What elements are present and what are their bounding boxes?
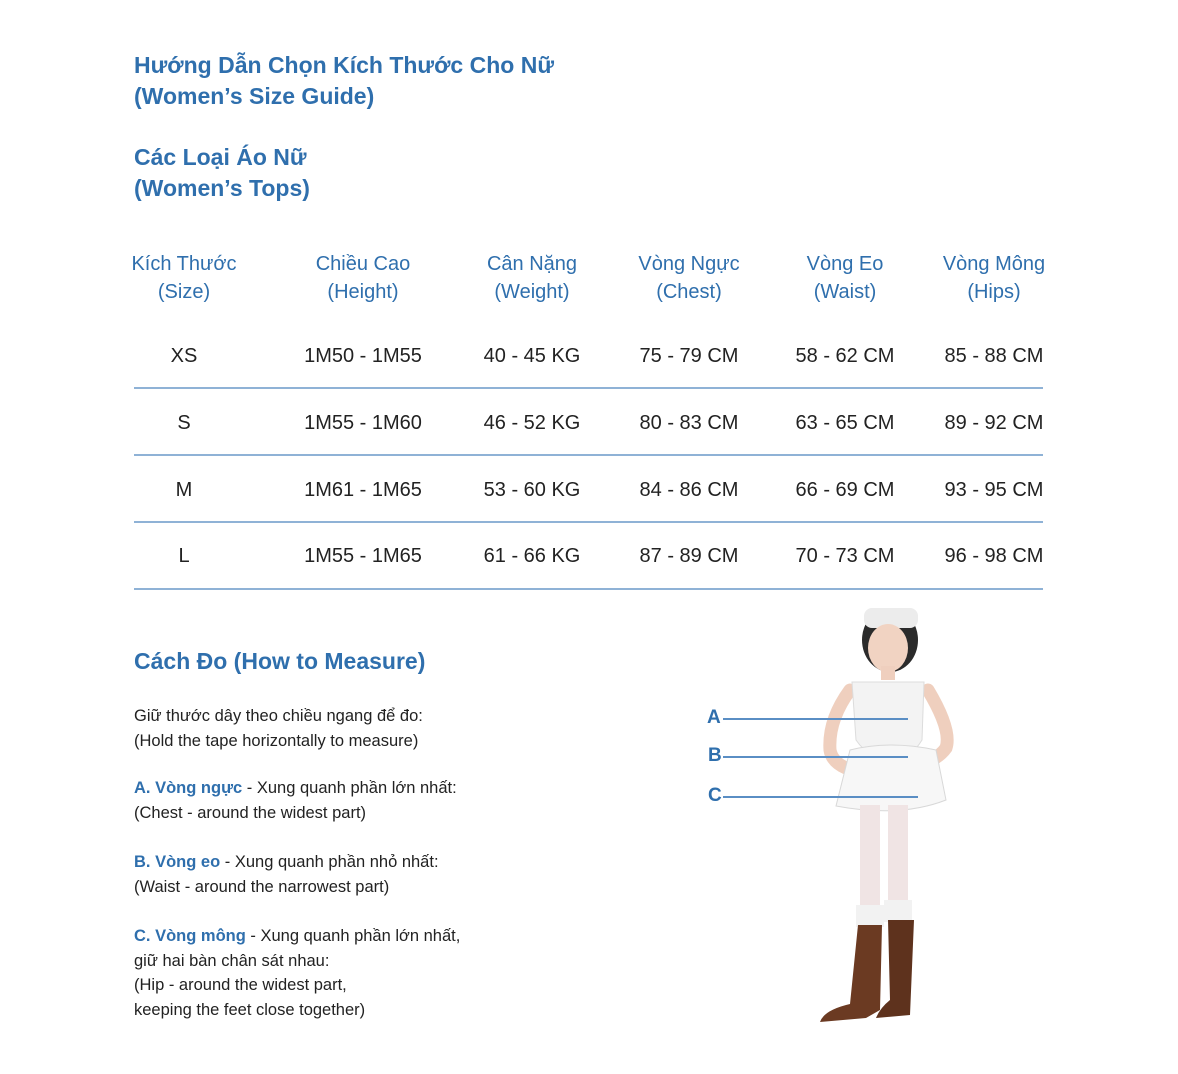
marker-a-line xyxy=(723,718,908,720)
marker-b: B xyxy=(708,745,722,766)
measure-waist-text: B. Vòng eo - Xung quanh phần nhỏ nhất: (Waist - around the narrowest part) xyxy=(134,853,439,896)
marker-c-line xyxy=(723,796,918,798)
table-row xyxy=(114,403,1064,469)
measure-chest-text: A. Vòng ngực - Xung quanh phần lớn nhất: (Chest - around the widest part) xyxy=(134,779,457,822)
cell-waist: 58 - 62 CM xyxy=(795,345,895,367)
cell-chest: 87 - 89 CM xyxy=(639,545,739,567)
model-illustration xyxy=(700,600,1000,1040)
cell-height: 1M55 - 1M60 xyxy=(304,412,422,434)
cell-hips: 96 - 98 CM xyxy=(944,545,1044,567)
table-row xyxy=(114,336,1064,402)
cell-size: M xyxy=(175,479,193,501)
label-waist: B. Vòng eo xyxy=(134,853,221,871)
cell-height: 1M61 - 1M65 xyxy=(304,479,422,501)
cell-hips: 93 - 95 CM xyxy=(944,479,1044,501)
row-divider xyxy=(134,387,1043,389)
cell-weight: 46 - 52 KG xyxy=(483,412,581,434)
cell-chest: 84 - 86 CM xyxy=(639,479,739,501)
cell-weight: 61 - 66 KG xyxy=(483,545,581,567)
cell-height: 1M55 - 1M65 xyxy=(304,545,422,567)
header-size: Kích Thước (Size) xyxy=(131,253,237,303)
title-en: (Women’s Size Guide) xyxy=(134,83,375,109)
cell-size: XS xyxy=(170,345,198,367)
table-row xyxy=(114,536,1064,602)
cell-size: L xyxy=(178,545,190,567)
intro-text: Giữ thước dây theo chiều ngang để đo: (Hold the tape horizontally to measure) xyxy=(134,707,423,750)
marker-b-line xyxy=(723,756,908,758)
section-title xyxy=(134,142,310,204)
cell-chest: 80 - 83 CM xyxy=(639,412,739,434)
row-divider xyxy=(134,588,1043,590)
cell-hips: 89 - 92 CM xyxy=(944,412,1044,434)
cell-waist: 63 - 65 CM xyxy=(795,412,895,434)
cell-chest: 75 - 79 CM xyxy=(639,345,739,367)
label-hip: C. Vòng mông xyxy=(134,927,246,945)
cell-weight: 40 - 45 KG xyxy=(483,345,581,367)
label-chest: A. Vòng ngực xyxy=(134,779,243,797)
cell-hips: 85 - 88 CM xyxy=(944,345,1044,367)
cell-waist: 70 - 73 CM xyxy=(795,545,895,567)
model-figure xyxy=(700,600,1000,1040)
header-waist: Vòng Eo (Waist) xyxy=(806,253,884,303)
cell-size: S xyxy=(177,412,191,434)
how-to-measure-title: Cách Đo (How to Measure) xyxy=(134,648,426,674)
section-title-en: (Women’s Tops) xyxy=(134,175,310,201)
header-height: Chiều Cao (Height) xyxy=(315,253,411,303)
title-vi: Hướng Dẫn Chọn Kích Thước Cho Nữ xyxy=(134,52,554,78)
header-chest: Vòng Ngực (Chest) xyxy=(638,253,740,303)
marker-c: C xyxy=(708,785,722,806)
header-hips: Vòng Mông (Hips) xyxy=(942,253,1046,303)
cell-weight: 53 - 60 KG xyxy=(483,479,581,501)
cell-waist: 66 - 69 CM xyxy=(795,479,895,501)
header-weight: Cân Nặng (Weight) xyxy=(486,253,578,303)
section-title-vi: Các Loại Áo Nữ xyxy=(134,144,307,170)
row-divider xyxy=(134,521,1043,523)
row-divider xyxy=(134,454,1043,456)
table-row xyxy=(114,470,1064,536)
measure-hip-text: C. Vòng mông - Xung quanh phần lớn nhất, giữ hai bàn chân sát nhau: (Hip - around the widest part, keeping the feet close together) xyxy=(134,927,461,1019)
marker-a: A xyxy=(707,707,721,728)
cell-height: 1M50 - 1M55 xyxy=(304,345,422,367)
page-title xyxy=(134,50,554,112)
